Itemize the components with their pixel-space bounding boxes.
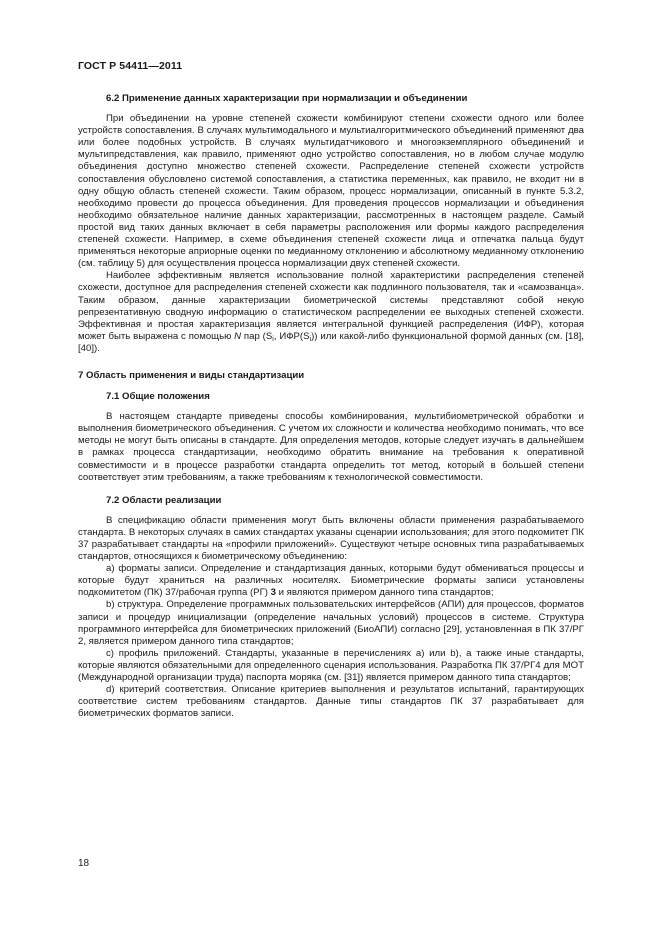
list-item-c: с) профиль приложений. Стандарты, указанные в перечислениях а) или b), а также иные стандарты, которые являются обязательными для определенного сценария использования. Разработка ПК 37/РГ4 для МОТ (Международной организации труда) паспорта моряка (см. [31]) является примером данного типа стандартов; <box>78 647 584 684</box>
working-group-number: 3 <box>270 587 276 599</box>
section-7-heading: 7 Область применения и виды стандартизации <box>78 369 305 381</box>
page-body <box>78 93 584 720</box>
pair-open: пар (S <box>241 330 273 342</box>
list-item-b: b) структура. Определение программных пользовательских интерфейсов (АПИ) для процессов, форматов записи и процедур инициализации (определение начальных условий) процессов в системе. Структура программного интерфейса для биометрических приложений (БиоАПИ) согласно [29], установленная в ПК 37/РГ 2, является примером данного типа стандартов; <box>78 599 584 647</box>
subscript-i: i <box>309 335 312 343</box>
paragraph: При объединении на уровне степеней схожести комбинируют степени схожести одного или более устройств сопоставления. В случаях мультимодального и мультиалгоритмического объединений применяют два или более подобных устройств. В случаях мультидатчикового и многоэкземплярного объединений и мультипредставления, как правило, применяют одно устройство сопоставления, но в любом случае модулю объединения доступно множество степеней схожести. Распределение степеней схожести устройств сопоставления обусловлено системой сопоставления, а статистика переменных, как правило, не входит ни в одну общую область степеней схожести. Таким образом, процесс нормализации, описанный в пункте 5.3.2, необходимо провести до процесса объединения. Для проведения процессов нормализации и объединения необходимо обязательное наличие данных характеризации, рассмотренных в настоящем разделе. Самый простой вид таких данных включает в себя параметры расположения или формы каждого распределения степеней схожести. Например, в схеме объединения степеней схожести лица и отпечатка пальца будут применяться некоторые априорные оценки по медианному отклонению и абсолютному медианному отклонению (см. таблицу 5) для осуществления процесса нормализации двух степеней схожести. <box>78 113 584 270</box>
document-code: ГОСТ Р 54411—2011 <box>78 60 183 72</box>
section-7-2-heading: 7.2 Области реализации <box>106 494 222 506</box>
list-item-tail: и являются примером данного типа стандартов; <box>278 587 494 599</box>
section-7-1-heading: 7.1 Общие положения <box>106 391 210 403</box>
paragraph: В спецификацию области применения могут быть включены области применения разрабатываемого стандарта. В некоторых случаях в самих стандартах указаны сценарии использования; для этого подкомитет ПК 37 разрабатывает стандарты на «профили приложений». Существуют четыре основных типа разрабатываемых стандартов, относящихся к биометрическому объединению: <box>78 514 584 563</box>
subscript-i: i <box>272 335 274 343</box>
list-item-a <box>78 563 584 599</box>
paragraph-cdf <box>78 270 584 355</box>
page-number: 18 <box>78 858 90 869</box>
paragraph-text: Наиболее эффективным является использование полной характеристики распределения степеней схожести, доступное для распределения степеней схожести как подлинного пользователя, так и «самозванца». Таким образом, данные характеризации биометрической системы представляют собой некую репрезентативную сводную информацию о статистическом распределении ее выходных степеней схожести. Эффективная и простая характеризация является интегральной функцией распределения (ИФР), которая может быть выражена с помощью <box>78 270 584 342</box>
variable-n: N <box>234 330 242 342</box>
pair-mid: , ИФР(S <box>273 330 310 342</box>
section-6-2-heading: 6.2 Применение данных характеризации при нормализации и объединении <box>106 93 468 104</box>
list-item-d: d) критерий соответствия. Описание критериев выполнения и результатов испытаний, гарантирующих соответствие систем требованиям стандартов. Данные типы стандартов ПК 37 разрабатывает для биометрических форматов записи. <box>78 684 584 720</box>
paragraph: В настоящем стандарте приведены способы комбинирования, мультибиометрической обработки и выполнения биометрического объединения. С учетом их сложности и количества необходимо понимать, что все методы не могут быть описаны в стандарте. Для определения методов, которые следует изучать в дальнейшем в рамках процесса стандартизации, необходимо обратить внимание на требования к оперативной совместимости и в процессе разработки стандарта определить тот метод, который в большей степени соответствует этим требованиям, а также требованиям к технологической совместимости. <box>78 411 584 483</box>
list-item-text: а) форматы записи. Определение и стандартизация данных, которыми будут обмениваться процессы и которые будут храниться на различных носителях. Биометрические форматы записи установлены подкомитетом (ПК) 37/рабочая группа (РГ) <box>78 563 584 599</box>
paragraph-tail: )) или какой-либо функциональной формой данных (см. [18], [40]). <box>78 330 585 354</box>
